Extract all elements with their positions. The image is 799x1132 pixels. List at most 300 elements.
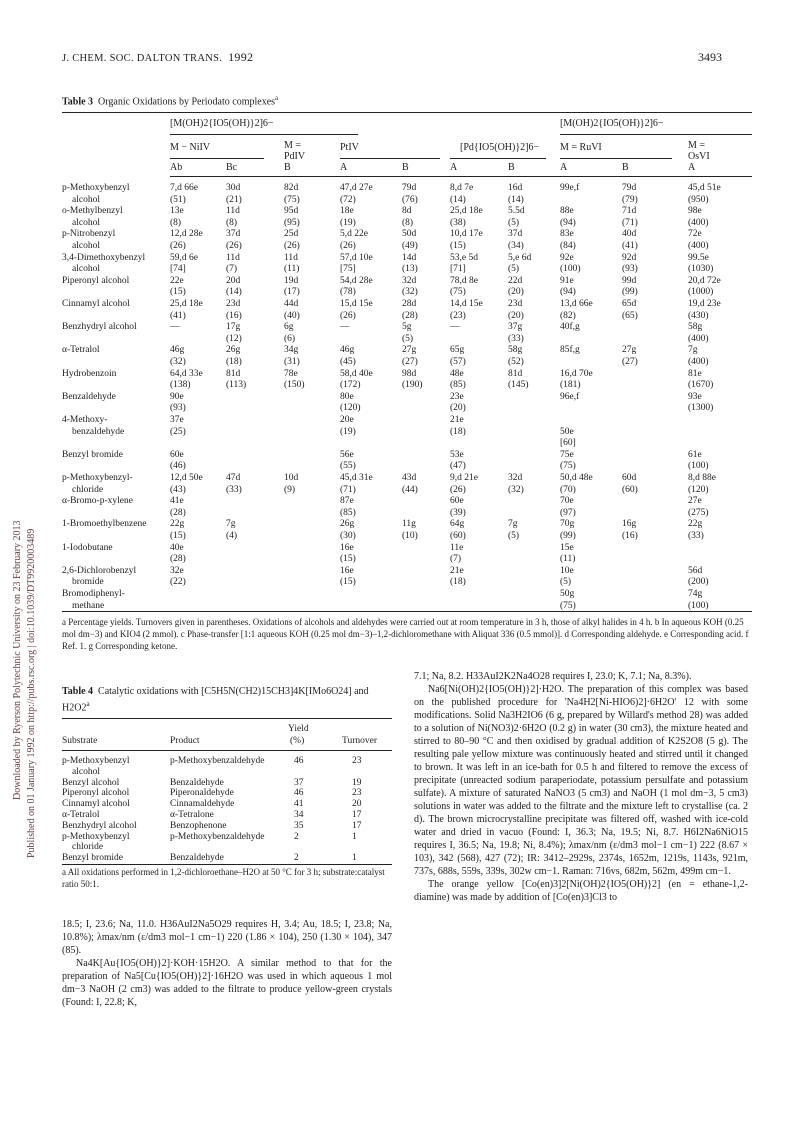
table3-cell: (1000) xyxy=(688,287,714,298)
table3-cell: 15,d 15e xyxy=(340,299,373,309)
table3-column-header: Bc xyxy=(226,162,238,173)
table4-header-rule xyxy=(62,750,392,751)
table3-cell: (40) xyxy=(284,310,300,321)
table3-cell: (10) xyxy=(402,531,418,541)
table4-header-product: Product xyxy=(170,736,200,746)
table4-cell-yield: 46 xyxy=(294,788,304,799)
table3-cell: 30d xyxy=(226,183,241,193)
running-header xyxy=(62,50,253,65)
table4-cell-substrate: α-Tetralol xyxy=(62,810,100,820)
table3-cell: 48e xyxy=(450,368,464,379)
table3-cell: (8) xyxy=(226,217,238,228)
table3-cell: — xyxy=(170,322,180,333)
table3-cell: (75) xyxy=(560,461,576,472)
table3-cell: 59,d 6e xyxy=(170,252,198,263)
table4-cell-turnover: 1 xyxy=(352,853,357,864)
table3-cell: (32) xyxy=(508,484,524,495)
table4-cell-turnover: 17 xyxy=(352,810,362,820)
table3-row-label: alcohol xyxy=(72,194,100,205)
table3-cell: 28d xyxy=(402,299,417,309)
table3-cell: 11d xyxy=(226,206,240,217)
table3-cell: 23d xyxy=(226,299,241,309)
table3-cell: 19d xyxy=(284,275,299,286)
table3-caption-mark: a xyxy=(275,94,279,102)
table3-cell: 60e xyxy=(170,449,184,460)
table3-cell: 95d xyxy=(284,206,299,217)
table3-column-header: B xyxy=(402,162,409,173)
table3-cell: 99e,f xyxy=(560,183,580,193)
table3-cell: 47d xyxy=(226,473,241,483)
table3-cell: (18) xyxy=(450,577,466,588)
table3-cell: (94) xyxy=(560,217,576,228)
table3-cell: 46g xyxy=(340,345,355,356)
table3-cell: 58g xyxy=(508,345,523,356)
table4-cell-yield: 35 xyxy=(294,820,304,831)
table3-cell: (200) xyxy=(688,577,709,588)
table3-cell: (51) xyxy=(170,194,186,205)
table3-cell: 14,d 15e xyxy=(450,299,483,309)
table3-cell: 44d xyxy=(284,299,299,309)
table3-group-2: [Pd{IO5(OH)}2]6− xyxy=(460,142,540,153)
table3-cell: (15) xyxy=(340,554,356,565)
table3-cell: (38) xyxy=(450,217,466,228)
table4-cell-substrate: chloride xyxy=(72,842,104,853)
table3-cell: (8) xyxy=(170,217,182,228)
table3-cell: 32d xyxy=(508,473,523,483)
table3-cell: (400) xyxy=(688,357,709,367)
table3-column-header: A xyxy=(340,162,348,173)
table3-cell: (31) xyxy=(284,357,300,367)
table3-cell: (100) xyxy=(560,264,581,275)
table3-row-label: alcohol xyxy=(72,217,100,228)
table3-cell: 37g xyxy=(508,322,523,333)
table3-row-label: chloride xyxy=(72,484,104,495)
table3-cell: (26) xyxy=(340,241,356,251)
table3-cell: 13,d 66e xyxy=(560,299,593,309)
table4-cell-turnover: 20 xyxy=(352,799,362,810)
table4-cell-substrate: Benzhydryl alcohol xyxy=(62,820,137,831)
table3-cell: 57,d 10e xyxy=(340,252,373,263)
table3-cell: 22d xyxy=(508,275,523,286)
table3-cell: 56e xyxy=(340,449,354,460)
table3-cell: 98e xyxy=(688,206,702,217)
table3-column-header: A xyxy=(560,162,568,173)
table3-row-label: alcohol xyxy=(72,241,100,251)
table3-cell: 74g xyxy=(688,589,703,599)
table3-cell: 13e xyxy=(170,206,184,217)
table3-cell: (23) xyxy=(450,310,466,321)
table3-row-label: benzaldehyde xyxy=(72,426,125,437)
table3-cell: (138) xyxy=(170,380,191,391)
table3-cell: (145) xyxy=(508,380,529,391)
table3-cell: 81d xyxy=(226,368,241,379)
table3-cell: (15) xyxy=(170,287,186,298)
table4-cell-substrate: Benzyl alcohol xyxy=(62,777,120,788)
table3-row-label: alcohol xyxy=(72,264,100,275)
table3-cell: (79) xyxy=(622,194,638,205)
table3-cell: (39) xyxy=(450,507,466,518)
table4-cell-substrate: alcohol xyxy=(72,766,100,777)
table3-cell: 79d xyxy=(402,183,417,193)
table3-cell: 8,d 88e xyxy=(688,473,716,483)
table3-cell: 6g xyxy=(284,322,294,333)
table4-cell-turnover: 17 xyxy=(352,820,362,831)
table3-cell: (28) xyxy=(170,554,186,565)
table3-cell: (22) xyxy=(170,577,186,588)
table4-cell-turnover: 23 xyxy=(352,788,362,799)
table3-cell: 12,d 50e xyxy=(170,473,203,483)
table3-cell: 96e,f xyxy=(560,391,580,402)
table3-cell: 20e xyxy=(340,415,354,425)
table4-header-yield-unit: (%) xyxy=(290,736,305,746)
table3-cell: (20) xyxy=(508,287,524,298)
table3-cell: 65g xyxy=(450,345,465,356)
table3-cell: 16e xyxy=(340,565,354,576)
table3-cell: 54,d 28e xyxy=(340,275,373,286)
table3-cell: 85f,g xyxy=(560,345,580,356)
table3-row-label: Benzhydryl alcohol xyxy=(62,322,137,333)
table3-cell: 72e xyxy=(688,229,702,240)
download-stamp xyxy=(6,0,40,1132)
table3-cell: (75) xyxy=(560,600,576,611)
table3-cell: (26) xyxy=(450,484,466,495)
table3-cell: (19) xyxy=(340,217,356,228)
table3-cell: 58,d 40e xyxy=(340,368,373,379)
table3-top-rule xyxy=(62,112,752,113)
table3-subgroup-pd: M = PdIV xyxy=(284,140,306,162)
table3-row-label: o-Methylbenzyl xyxy=(62,206,123,217)
table3-cell: 88e xyxy=(560,206,574,217)
table3-cell: (150) xyxy=(284,380,305,391)
table3-cell: (5) xyxy=(560,577,572,588)
body-text-left xyxy=(62,918,392,1009)
table3-cell: (26) xyxy=(340,310,356,321)
table4-caption xyxy=(62,686,392,714)
table3-cell: 90e xyxy=(170,391,184,402)
table3-cell: 99.5e xyxy=(688,252,709,263)
table3-sub-rule-ru xyxy=(560,158,672,159)
table3-cell: (41) xyxy=(170,310,186,321)
table3-cell: (33) xyxy=(688,531,704,541)
table3-cell: 50,d 48e xyxy=(560,473,593,483)
table4-header-substrate: Substrate xyxy=(62,736,98,746)
table3-sub-rule-pd xyxy=(450,158,546,159)
table3-cell: (25) xyxy=(170,426,186,437)
table3-cell: 32e xyxy=(170,565,184,576)
table3-cell: (5) xyxy=(508,217,520,228)
table3-cell: (95) xyxy=(284,217,300,228)
table3-cell: (49) xyxy=(402,241,418,251)
table3-cell: (120) xyxy=(688,484,709,495)
table3-cell: (8) xyxy=(402,217,414,228)
table3-cell: 81d xyxy=(508,368,523,379)
table3-cell: (30) xyxy=(340,531,356,541)
table3-cell: (400) xyxy=(688,333,709,344)
table3-cell: 10,d 17e xyxy=(450,229,483,240)
table3-cell: (28) xyxy=(402,310,418,321)
table3-cell: 8d xyxy=(402,206,412,217)
table3-cell: (15) xyxy=(170,531,186,541)
table3-sub-rule-pt xyxy=(340,158,440,159)
table3-cell: 21e xyxy=(450,415,464,425)
table3-cell: 40d xyxy=(622,229,637,240)
table3-cell: (60) xyxy=(450,531,466,541)
table3-caption xyxy=(62,94,278,107)
table3-cell: 45,d 31e xyxy=(340,473,373,483)
table3-label: Table 3 xyxy=(62,96,94,108)
table3-cell: (32) xyxy=(402,287,418,298)
table3-cell: (20) xyxy=(508,310,524,321)
table3-cell: 20d xyxy=(226,275,241,286)
table3-cell: 70e xyxy=(560,496,574,507)
table3-cell: (93) xyxy=(170,403,186,414)
table3-cell: (75) xyxy=(284,194,300,205)
table3-cell: (21) xyxy=(226,194,242,205)
table3-cell: (14) xyxy=(508,194,524,205)
table3-cell: 40f,g xyxy=(560,322,580,333)
table4-cell-yield: 37 xyxy=(294,777,304,788)
table3-cell: (400) xyxy=(688,217,709,228)
download-stamp-line1: Downloaded by Ryerson Polytechnic University on 23 February 2013 xyxy=(12,520,23,800)
table3-cell: (47) xyxy=(450,461,466,472)
table3-cell: 80e xyxy=(340,391,354,402)
table3-cell: (275) xyxy=(688,507,709,518)
table3-bottom-rule xyxy=(62,611,752,612)
table3-title: Organic Oxidations by Periodato complexes xyxy=(98,96,276,108)
table3-cell: (97) xyxy=(560,507,576,518)
body-left-paragraph-1: 18.5; I, 23.6; Na, 11.0. H36AuI2Na5O29 requires H, 3.4; Au, 18.5; I, 23.8; Na, 10.8%); λmax/nm (ε/dm3 mol−1 cm−1) 220 (1.86 × 104), 250 (1.30 × 104), 347 (85). xyxy=(62,919,392,956)
table3-cell: 22g xyxy=(170,519,185,530)
table4-header-yield: Yield xyxy=(288,724,309,734)
table3-cell: 43d xyxy=(402,473,417,483)
table4-cell-substrate: p-Methoxybenzyl xyxy=(62,756,130,766)
table3-cell: 16g xyxy=(622,519,637,530)
table3-cell: 27g xyxy=(622,345,637,356)
table3-cell: 50d xyxy=(402,229,417,240)
table4-cell-substrate: Piperonyl alcohol xyxy=(62,788,130,799)
table3-cell: 26g xyxy=(226,345,241,356)
table3-row-label: p-Methoxybenzyl- xyxy=(62,473,133,483)
table3-cell: 70g xyxy=(560,519,575,530)
table3-cell: 15e xyxy=(560,542,574,553)
table4-cell-product: α-Tetralone xyxy=(170,810,214,820)
download-stamp-line2: Published on 01 January 1992 on http://pubs.rsc.org | doi:10.1039/DT9920003489 xyxy=(26,528,37,858)
table3-cell: (55) xyxy=(340,461,356,472)
table3-cell: 5.5d xyxy=(508,206,525,217)
body-right-paragraph-1: 7.1; Na, 8.2. H33AuI2K2Na4O28 requires I, 23.0; K, 7.1; Na, 8.3%). xyxy=(414,671,692,682)
table3-cell: (18) xyxy=(450,426,466,437)
table3-cell: (26) xyxy=(226,241,242,251)
table3-cell: 60e xyxy=(450,496,464,507)
table3-cell: (52) xyxy=(508,357,524,367)
table3-row-label: bromide xyxy=(72,577,104,588)
table3-cell: 25,d 18e xyxy=(170,299,203,309)
table3-cell: (45) xyxy=(340,357,356,367)
table4-cell-turnover: 23 xyxy=(352,756,362,766)
table4-cell-yield: 34 xyxy=(294,810,304,820)
table3-cell: 17g xyxy=(226,322,241,333)
table3-cell: 11e xyxy=(450,542,464,553)
table3-column-header: B xyxy=(508,162,515,173)
table3-cell: 98d xyxy=(402,368,417,379)
table3-cell: (14) xyxy=(226,287,242,298)
table3-cell: 5,e 6d xyxy=(508,252,532,263)
table3-cell: (100) xyxy=(688,461,709,472)
body-right-paragraph-2: Na6[Ni(OH)2{IO5(OH)}2]·H2O. The preparation of this complex was based on the published procedure for 'Na4H2[Ni-HIO6)2]·6H2O' 12 with some modifications. Solid Na3H2IO6 (6 g, prepared by Willard's method 28) was added to a solution of Ni(NO3)2·6H2O (0.2 g) in water (30 cm3), the mixture heated and stirred to 80–90 °C and then oxidised by gradual addition of K2S2O8 (5 g). The resulting pale yellow mixture was continuously heated and stirred until it changed to brown. It was left in an ice-bath for 0.5 h and filtered to remove the excess of precipitate (unreacted sodium paraperiodate, potassium persulfate and potassium sulfate). A mixture of saturated NaNO3 (5 cm3) and NaOH (1 mol dm−3, 5 cm3) solutions in water was added to the filtrate and the mixture left to crystallise (ca. 2 d). The brown microcrystalline precipitate was filtered off, washed with ice-cold water and dried in vacuo (Found: I, 36.3; Na, 19.5; Ni, 8.7. H6I2Na6NiO15 requires I, 36.5; Na, 19.8; Ni, 8.4%); λmax/nm (ε/dm3 mol−1 cm−1) 222 (8.67 × 103), 342 (568), 427 (72); IR: 3412–2929s, 2374s, 1652m, 1219s, 1143s, 921m, 737s, 688s, 559s, 339s, 302w cm−1. Raman: 716vs, 682m, 562m, 499m cm−1. xyxy=(414,684,748,877)
table3-cell: 41e xyxy=(170,496,184,507)
body-text-right xyxy=(414,670,748,904)
table3-cell: (27) xyxy=(622,357,638,367)
table3-cell: [71] xyxy=(450,264,466,275)
table3-cell: 19,d 23e xyxy=(688,299,721,309)
table3-cell: (11) xyxy=(284,264,300,275)
table3-cell: (172) xyxy=(340,380,361,391)
table3-column-header: A xyxy=(688,162,696,173)
table3-cell: (71) xyxy=(622,217,638,228)
table3-cell: 22g xyxy=(688,519,703,530)
table3-column-header: A xyxy=(450,162,458,173)
table3-cell: (9) xyxy=(284,484,296,495)
table3-subgroup-ni: M − NiIV xyxy=(170,142,211,153)
table3-cell: 7,d 66e xyxy=(170,183,198,193)
table3-cell: (5) xyxy=(508,531,520,541)
table3-cell: 71d xyxy=(622,206,637,217)
table3-cell: 5g xyxy=(402,322,412,333)
table3-cell: (20) xyxy=(450,403,466,414)
table3-cell: (16) xyxy=(622,531,638,541)
table3-cell: (70) xyxy=(560,484,576,495)
body-left-paragraph-2: Na4K[Au{IO5(OH)}2]·KOH·15H2O. A similar method to that for the preparation of Na5[Cu{IO5(OH)}2]·16H2O was used in which aqueous 1 mol dm−3 NaOH (2 cm3) was added to the filtrate to produce yellow-green crystals (Found: I, 22.8; K, xyxy=(62,958,392,1008)
table3-row-label: Hydrobenzoin xyxy=(62,368,117,379)
table3-cell: 78,d 8e xyxy=(450,275,478,286)
table3-cell: (6) xyxy=(284,333,296,344)
table3-cell: 16e xyxy=(340,542,354,553)
table3-cell: (430) xyxy=(688,310,709,321)
table3-cell: (12) xyxy=(226,333,242,344)
table3-cell: (18) xyxy=(226,357,242,367)
table3-cell: (1030) xyxy=(688,264,714,275)
table3-cell: 93e xyxy=(688,391,702,402)
table3 xyxy=(62,112,752,612)
table4-cell-product: p-Methoxybenzaldehyde xyxy=(170,756,265,766)
table3-cell: 14d xyxy=(402,252,417,263)
table3-cell: (99) xyxy=(622,287,638,298)
table3-cell: (17) xyxy=(284,287,300,298)
table4-header-turnover: Turnover xyxy=(342,736,378,746)
table3-cell: [60] xyxy=(560,438,576,449)
table3-cell: — xyxy=(340,322,350,333)
table4-cell-product: Benzophenone xyxy=(170,820,227,831)
table3-cell: — xyxy=(450,322,460,333)
table3-cell: 37d xyxy=(508,229,523,240)
body-right-paragraph-3: The orange yellow [Co(en)3]2[Ni(OH)2{IO5(OH)}2] (en = ethane-1,2-diamine) was made by addition of [Co(en)3]Cl3 to xyxy=(414,879,748,903)
table3-cell: 45,d 51e xyxy=(688,183,721,193)
table3-cell: 64g xyxy=(450,519,465,530)
table3-cell: 7g xyxy=(688,345,698,356)
table3-footnote: a Percentage yields. Turnovers given in parentheses. Oxidations of alcohols and aldehydes were carried out at room temperature in 3 h, those of alkyl halides in 4 h. b In aqueous KOH (0.25 mol dm−3) and KIO4 (2 mmol). c Phase-transfer [1:1 aqueous KOH (0.25 mol dm−3)–1,2-dichloromethane with Aliquat 336 (0.5 mmol)]. d Corresponding aldehyde. e Corresponding acid. f Ref. 1. g Corresponding ketone. xyxy=(62,617,749,651)
table3-column-header: B xyxy=(284,162,291,173)
table3-cell: 22e xyxy=(170,275,184,286)
table3-cell: (43) xyxy=(170,484,186,495)
table3-cell: 47,d 27e xyxy=(340,183,373,193)
table4-cell-substrate: Cinnamyl alcohol xyxy=(62,799,130,810)
table3-cell: 61e xyxy=(688,449,702,460)
table3-cell: 83e xyxy=(560,229,574,240)
table3-cell: (5) xyxy=(402,333,414,344)
table3-cell: (19) xyxy=(340,426,356,437)
table4-label: Table 4 xyxy=(62,686,94,697)
table3-cell: 75e xyxy=(560,449,574,460)
table3-cell: 7g xyxy=(226,519,236,530)
table3-cell: 11d xyxy=(226,252,240,263)
table3-row-label: Piperonyl alcohol xyxy=(62,275,130,286)
table3-cell: 23d xyxy=(508,299,523,309)
table3-cell: (400) xyxy=(688,241,709,251)
table3-group-rule-3 xyxy=(560,134,752,135)
journal-year: 1992 xyxy=(228,50,254,64)
table3-cell: 87e xyxy=(340,496,354,507)
table3-row-label: 4-Methoxy- xyxy=(62,415,108,425)
table3-subgroup-ru: M = RuVI xyxy=(560,142,602,153)
table3-cell: (46) xyxy=(170,461,186,472)
table4-cell-product: Benzaldehyde xyxy=(170,853,224,864)
table3-cell: (26) xyxy=(170,241,186,251)
table3-cell: 78e xyxy=(284,368,298,379)
table3-cell: (11) xyxy=(560,554,576,565)
table4-cell-yield: 2 xyxy=(294,853,299,864)
table3-cell: (1670) xyxy=(688,380,714,391)
page-number: 3493 xyxy=(698,50,722,64)
table3-cell: 5,d 22e xyxy=(340,229,368,240)
table3-cell: (190) xyxy=(402,380,423,391)
table3-cell: (44) xyxy=(402,484,418,495)
table4 xyxy=(62,718,392,866)
table3-subgroup-pt: PtIV xyxy=(340,142,359,153)
table3-cell: (72) xyxy=(340,194,356,205)
table3-row-label: p-Methoxybenzyl xyxy=(62,183,130,193)
table3-cell: 65d xyxy=(622,299,637,309)
table3-cell: 25d xyxy=(284,229,299,240)
table3-cell: (26) xyxy=(284,241,300,251)
table4-cell-turnover: 19 xyxy=(352,777,362,788)
table4-cell-product: Piperonaldehyde xyxy=(170,788,234,799)
table4-cell-product: Benzaldehyde xyxy=(170,777,224,788)
table3-cell: 92d xyxy=(622,252,637,263)
table3-cell: 10e xyxy=(560,565,574,576)
table3-cell: (32) xyxy=(170,357,186,367)
table3-cell: (950) xyxy=(688,194,709,205)
journal-name: J. CHEM. SOC. DALTON TRANS. xyxy=(62,53,223,64)
table3-cell: (85) xyxy=(340,507,356,518)
table3-group-3: [M(OH)2{IO5(OH)}2]6− xyxy=(560,118,664,129)
table3-column-header: B xyxy=(622,162,629,173)
table3-cell: (4) xyxy=(226,531,238,541)
table3-cell: 23e xyxy=(450,391,464,402)
table3-cell: (82) xyxy=(560,310,576,321)
table4-cell-yield: 46 xyxy=(294,756,304,766)
table3-cell: 25,d 18e xyxy=(450,206,483,217)
table3-group-1: [M(OH)2{IO5(OH)}2]6− xyxy=(170,118,274,129)
table3-cell: (181) xyxy=(560,380,581,391)
table3-row-label: Cinnamyl alcohol xyxy=(62,299,130,309)
table3-cell: 34g xyxy=(284,345,299,356)
table3-subgroup-os: M = OsVI xyxy=(688,140,710,162)
table3-row-label: α-Bromo-p-xylene xyxy=(62,496,133,507)
table3-cell: (57) xyxy=(450,357,466,367)
table3-cell: (84) xyxy=(560,241,576,251)
table3-cell: [74] xyxy=(170,264,186,275)
table3-cell: (120) xyxy=(340,403,361,414)
